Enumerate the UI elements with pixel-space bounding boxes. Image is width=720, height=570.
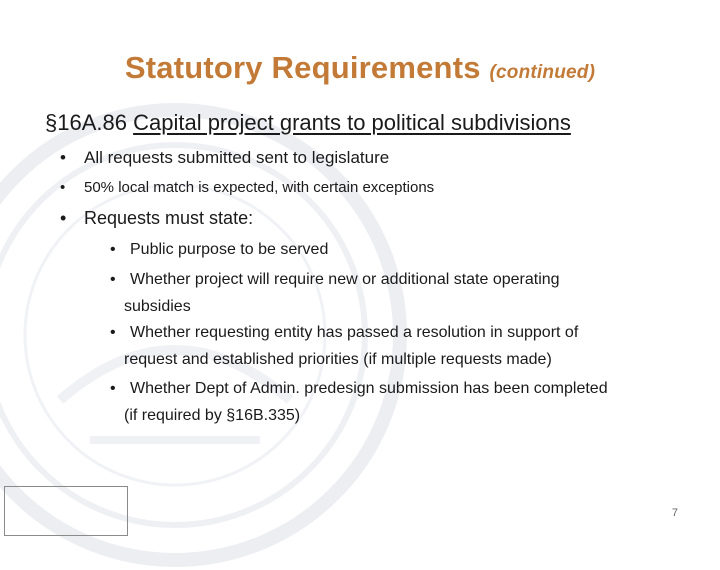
bullet-icon: • [110,324,116,341]
sub-bullet-text: Whether Dept of Admin. predesign submission has been completed [130,380,608,397]
sub-bullet-continuation: (if required by §16B.335) [124,407,301,424]
bullet-icon: • [110,380,116,397]
statute-title-link[interactable]: Capital project grants to political subdivisions [133,110,571,135]
bullet-item [60,179,434,196]
sub-bullet-text: Public purpose to be served [130,241,329,258]
sub-bullet-continuation: request and established priorities (if multiple requests made) [124,351,552,368]
bullet-text: 50% local match is expected, with certain exceptions [84,179,435,196]
bullet-icon: • [60,148,66,167]
bullet-text: Requests must state: [84,208,254,228]
sub-bullet-text: Whether requesting entity has passed a resolution in support of [130,324,579,341]
title-sub: (continued) [489,62,596,83]
title-main: Statutory Requirements [124,50,481,85]
sub-bullet-continuation: subsidies [124,298,191,315]
statute-heading [45,110,685,136]
bullet-icon: • [60,208,67,228]
sub-bullet-item [110,266,700,320]
bullet-icon: • [60,179,66,196]
page-number: 7 [671,507,678,519]
slide-title [0,50,720,86]
bullet-item [60,148,389,168]
bullet-icon: • [110,271,116,288]
footer-box [4,486,128,536]
sub-bullet-item [110,236,700,263]
bullet-text: All requests submitted sent to legislature [84,148,390,167]
sub-bullet-item [110,375,700,429]
sub-bullet-item [110,319,700,373]
sub-bullet-text: Whether project will require new or additional state operating [130,271,560,288]
bullet-icon: • [110,241,116,258]
bullet-item [60,208,253,229]
statute-section: §16A.86 [45,110,127,135]
